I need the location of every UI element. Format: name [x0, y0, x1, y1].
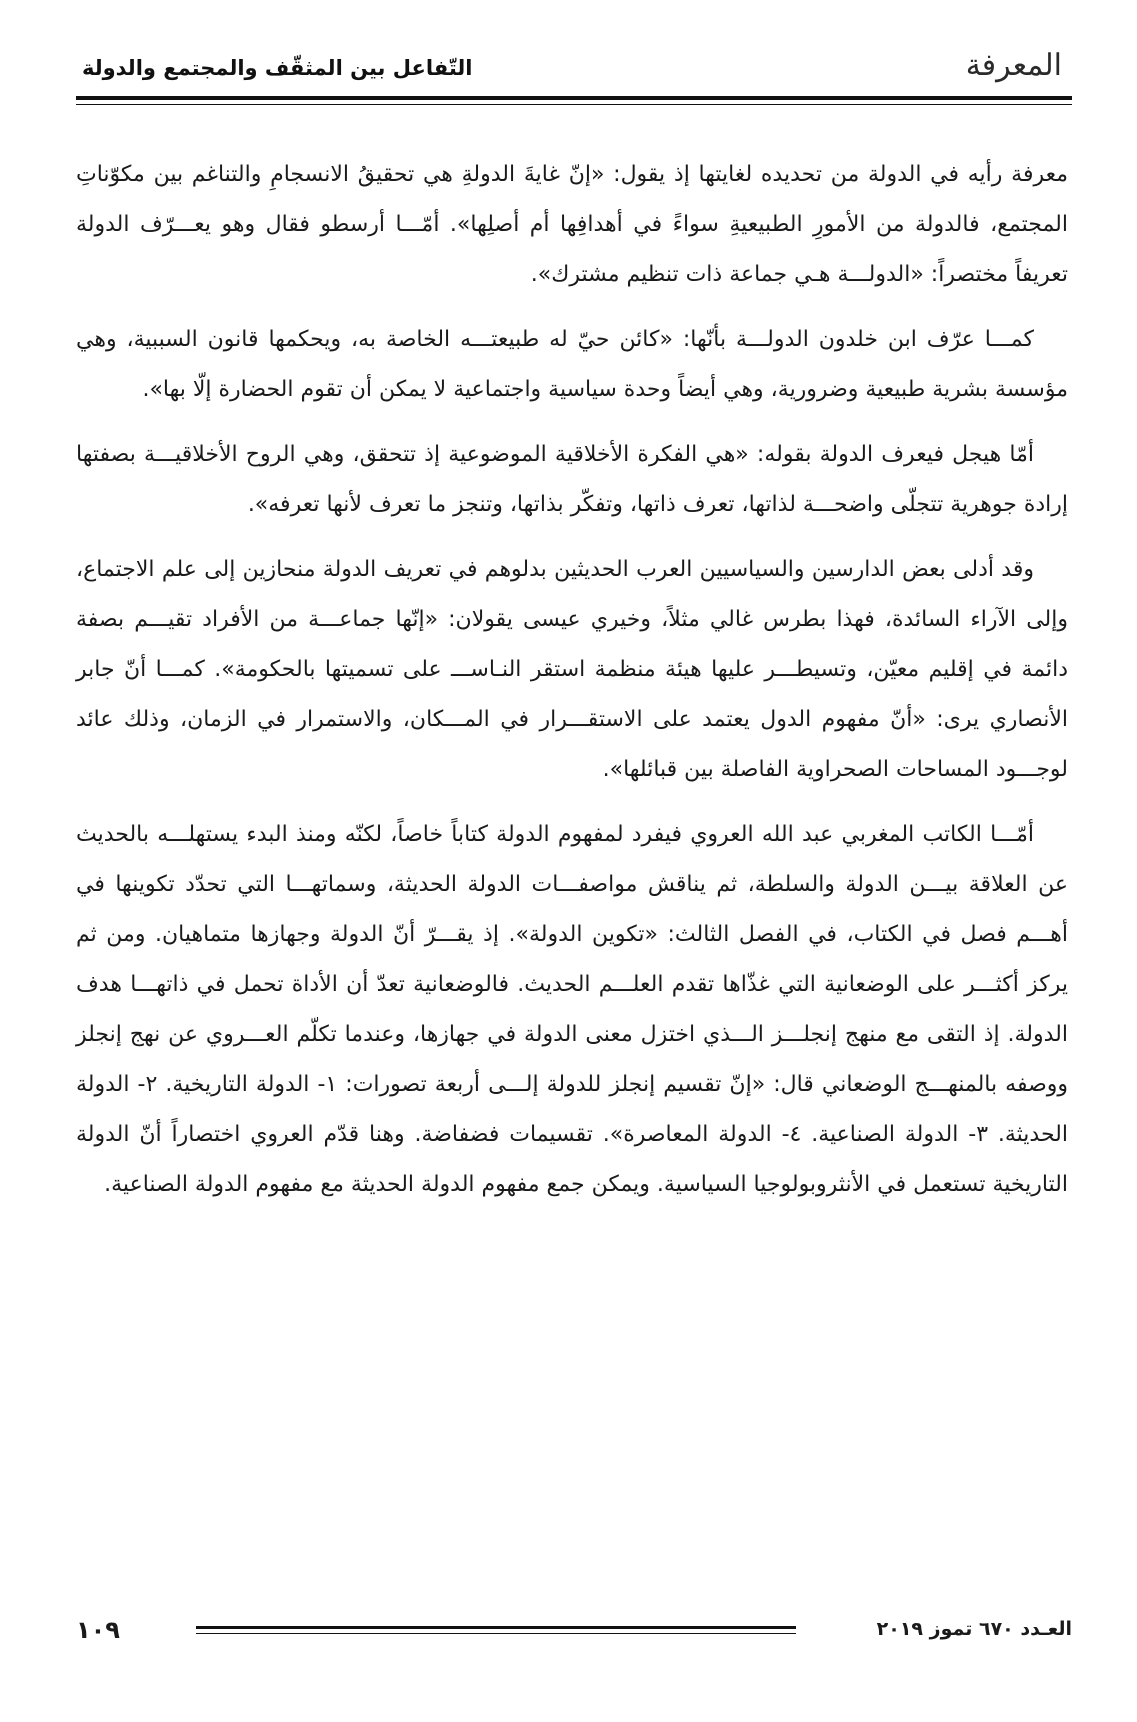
- page-number: ١٠٩: [76, 1616, 120, 1644]
- running-title: التّفاعل بين المثقّف والمجتمع والدولة: [82, 56, 473, 80]
- paragraph: أمّـــا الكاتب المغربي عبد الله العروي فيفرد لمفهوم الدولة كتاباً خاصاً، لكنّه ومنذ البدء يستهلـــه بالحديث عن العلاقة بيـــن الدولة والسلطة، ثم يناقش مواصفـــات الدولة الحديثة، وسماتهـــا التي تحدّد تكوينها في أهـــم فصل في الكتاب، في الفصل الثالث: «تكوين الدولة». إذ يقـــرّ أنّ الدولة وجهازها متماهيان. ومن ثم يركز أكثـــر على الوضعانية التي غذّاها تقدم العلـــم الحديث. فالوضعانية تعدّ أن الأداة تحمل في ذاتهـــا هدف الدولة. إذ التقى مع منهج إنجلـــز الـــذي اختزل معنى الدولة في جهازها، وعندما تكلّم العـــروي عن نهج إنجلز ووصفه بالمنهـــج الوضعاني قال: «إنّ تقسيم إنجلز للدولة إلـــى أربعة تصورات: ١- الدولة التاريخية. ٢- الدولة الحديثة. ٣- الدولة الصناعية. ٤- الدولة المعاصرة». تقسيمات فضفاضة. وهنا قدّم العروي اختصاراً أنّ الدولة التاريخية تستعمل في الأنثروبولوجيا السياسية. ويمكن جمع مفهوم الدولة الحديثة مع مفهوم الدولة الصناعية.: [76, 822, 1069, 1197]
- paragraph: وقد أدلى بعض الدارسين والسياسيين العرب الحديثين بدلوهم في تعريف الدولة منحازين إلى علم الاجتماع، وإلى الآراء السائدة، فهذا بطرس غالي مثلاً، وخيري عيسى يقولان: «إنّها جماعـــة من الأفراد تقيـــم بصفة دائمة في إقليم معيّن، وتسيطـــر عليها هيئة منظمة استقر النـاســـ على تسميتها بالحكومة». كمـــا أنّ جابر الأنصاري يرى: «أنّ مفهوم الدول يعتمد على الاستقـــرار في المـــكان، والاستمرار في الزمان، وذلك عائد لوجـــود المساحات الصحراوية الفاصلة بين قبائلها».: [76, 557, 1068, 782]
- paragraph: كمـــا عرّف ابن خلدون الدولـــة بأنّها: «كائن حيّ له طبيعتـــه الخاصة به، ويحكمها قانون السببية، وهي مؤسسة بشرية طبيعية وضرورية، وهي أيضاً وحدة سياسية واجتماعية لا يمكن أن تقوم الحضارة إلّا بها».: [76, 327, 1068, 402]
- magazine-logo: المعرفة: [965, 48, 1062, 83]
- page-footer: [76, 1612, 1072, 1652]
- paragraph: أمّا هيجل فيعرف الدولة بقوله: «هي الفكرة الأخلاقية الموضوعية إذ تتحقق، وهي الروح الأخلاقيـــة بصفتها إرادة جوهرية تتجلّى واضحـــة لذاتها، تعرف ذاتها، وتفكّر بذاتها، وتنجز ما تعرف لأنها تعرفه».: [76, 442, 1068, 517]
- article-body: [76, 150, 1068, 1225]
- page-header: [76, 42, 1072, 92]
- footer-rule: [196, 1626, 796, 1629]
- header-rule-thin: [76, 104, 1072, 105]
- header-rule-thick: [76, 96, 1072, 100]
- paragraph: معرفة رأيه في الدولة من تحديده لغايتها إذ يقول: «إنّ غايةَ الدولةِ هي تحقيقُ الانسجامِ والتناغم بين مكوّناتِ المجتمع، فالدولة من الأمورِ الطبيعيةِ سواءً في أهدافِها أم أصلِها». أمّـــا أرسطو فقال وهو يعـــرّف الدولة تعريفاً مختصراً: «الدولـــة هـي جماعة ذات تنظيم مشترك».: [76, 162, 1068, 287]
- footer-rule-thin: [196, 1633, 796, 1634]
- issue-info: العـدد ٦٧٠ تموز ٢٠١٩: [876, 1618, 1072, 1640]
